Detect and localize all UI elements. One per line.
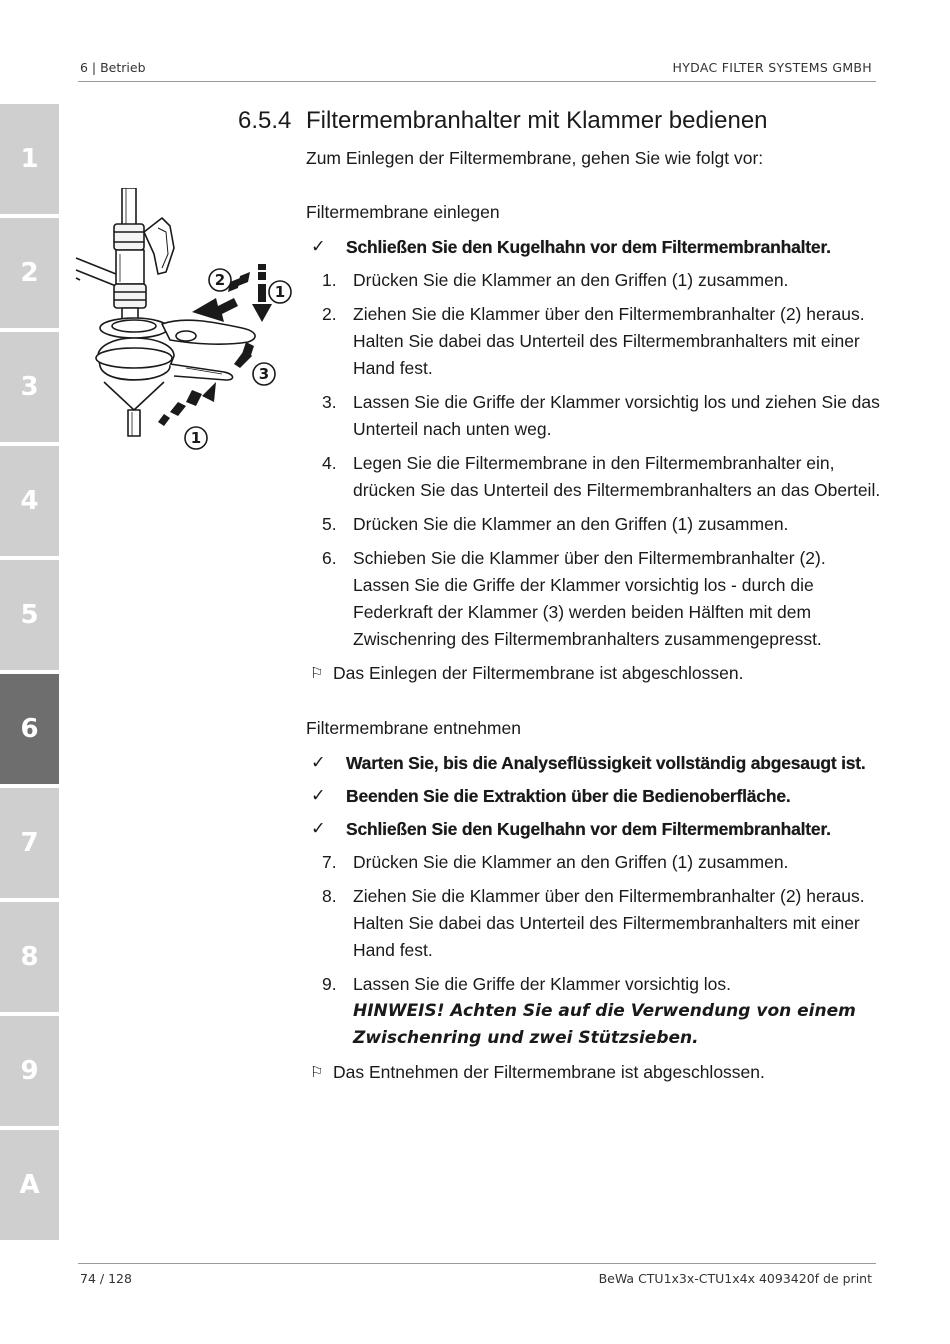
check-icon: ✓ <box>311 753 326 773</box>
prerequisite-text: Schließen Sie den Kugelhahn vor dem Filtermembranhalter. <box>346 819 831 839</box>
result-flag-icon: ⚐ <box>310 664 324 682</box>
callout-1-top-label: 1 <box>274 283 286 301</box>
step-text: Ziehen Sie die Klammer über den Filtermembranhalter (2) heraus. Halten Sie dabei das Unterteil des Filtermembranhalters mit einer Hand fest. <box>353 886 865 960</box>
insert-step <box>306 511 881 538</box>
remove-prerequisite <box>306 783 881 810</box>
chapter-tab-8[interactable]: 8 <box>0 902 59 1012</box>
step-text: Schieben Sie die Klammer über den Filtermembranhalter (2). Lassen Sie die Griffe der Klammer vorsichtig los - durch die Federkraft der Klammer (3) werden beiden Hälften mit dem Zwischenring des Filtermembranhalters zusammengepresst. <box>353 548 826 649</box>
callout-3-label: 3 <box>258 365 270 383</box>
header-company: HYDAC FILTER SYSTEMS GMBH <box>672 60 872 75</box>
insert-step <box>306 301 881 382</box>
section-number: 6.5.4 <box>238 107 292 134</box>
section-title: Filtermembranhalter mit Klammer bedienen <box>306 107 768 134</box>
step-text: Ziehen Sie die Klammer über den Filtermembranhalter (2) heraus. Halten Sie dabei das Unterteil des Filtermembranhalters mit einer Hand fest. <box>353 304 865 378</box>
insert-prerequisite <box>306 234 881 261</box>
page-header <box>78 58 876 82</box>
chapter-tab-5[interactable]: 5 <box>0 560 59 670</box>
prerequisite-text: Schließen Sie den Kugelhahn vor dem Filtermembranhalter. <box>346 237 831 257</box>
prerequisite-text: Warten Sie, bis die Analyseflüssigkeit vollständig abgesaugt ist. <box>346 753 866 773</box>
section-intro: Zum Einlegen der Filtermembrane, gehen Sie wie folgt vor: <box>306 148 764 168</box>
chapter-tab-2[interactable]: 2 <box>0 218 59 328</box>
insert-heading: Filtermembrane einlegen <box>306 202 500 222</box>
check-icon: ✓ <box>311 237 326 257</box>
remove-step <box>306 971 881 1052</box>
step-text: Lassen Sie die Griffe der Klammer vorsichtig los und ziehen Sie das Unterteil nach unten weg. <box>353 392 880 439</box>
insert-result <box>306 660 881 687</box>
step-number: 9. <box>322 974 337 994</box>
remove-result <box>306 1059 881 1086</box>
warning-note: HINWEIS! Achten Sie auf die Verwendung von einem Zwischenring und zwei Stützsieben. <box>353 1001 856 1048</box>
remove-prerequisite <box>306 816 881 843</box>
step-text: Drücken Sie die Klammer an den Griffen (1) zusammen. <box>353 514 789 534</box>
step-text: Drücken Sie die Klammer an den Griffen (1) zusammen. <box>353 270 789 290</box>
step-text: Lassen Sie die Griffe der Klammer vorsichtig los. <box>353 974 732 994</box>
check-icon: ✓ <box>311 819 326 839</box>
page-number: 74 / 128 <box>80 1271 132 1286</box>
insert-step <box>306 450 881 504</box>
chapter-tab-a[interactable]: A <box>0 1130 59 1240</box>
chapter-tab-4[interactable]: 4 <box>0 446 59 556</box>
chapter-tab-1[interactable]: 1 <box>0 104 59 214</box>
result-flag-icon: ⚐ <box>310 1063 324 1081</box>
step-number: 4. <box>322 453 337 473</box>
step-text: Legen Sie die Filtermembrane in den Filtermembranhalter ein, drücken Sie das Unterteil des Filtermembranhalters an das Oberteil. <box>353 453 881 500</box>
step-text: Drücken Sie die Klammer an den Griffen (1) zusammen. <box>353 852 789 872</box>
section-heading <box>238 107 768 135</box>
step-number: 7. <box>322 852 337 872</box>
chapter-tab-3[interactable]: 3 <box>0 332 59 442</box>
clamp-illustration <box>74 188 304 458</box>
result-text: Das Einlegen der Filtermembrane ist abgeschlossen. <box>333 663 744 683</box>
insert-step <box>306 545 881 653</box>
step-number: 1. <box>322 270 337 290</box>
prerequisite-text: Beenden Sie die Extraktion über die Bedienoberfläche. <box>346 786 791 806</box>
remove-heading: Filtermembrane entnehmen <box>306 718 521 738</box>
insert-step <box>306 389 881 443</box>
result-text: Das Entnehmen der Filtermembrane ist abgeschlossen. <box>333 1062 765 1082</box>
chapter-tab-6[interactable]: 6 <box>0 674 59 784</box>
document-id: BeWa CTU1x3x-CTU1x4x 4093420f de print <box>598 1271 872 1286</box>
callout-1-bottom-label: 1 <box>190 429 202 447</box>
callout-2-label: 2 <box>214 271 226 289</box>
remove-prerequisite <box>306 750 881 777</box>
remove-step <box>306 849 881 876</box>
header-chapter: 6 | Betrieb <box>80 60 146 75</box>
chapter-tab-9[interactable]: 9 <box>0 1016 59 1126</box>
remove-step <box>306 883 881 964</box>
step-number: 6. <box>322 548 337 568</box>
insert-step <box>306 267 881 294</box>
page-footer <box>78 1263 876 1293</box>
main-content <box>306 199 881 1092</box>
filter-holder-drawing <box>74 188 304 458</box>
step-number: 3. <box>322 392 337 412</box>
chapter-tab-7[interactable]: 7 <box>0 788 59 898</box>
step-number: 2. <box>322 304 337 324</box>
step-number: 8. <box>322 886 337 906</box>
step-number: 5. <box>322 514 337 534</box>
check-icon: ✓ <box>311 786 326 806</box>
